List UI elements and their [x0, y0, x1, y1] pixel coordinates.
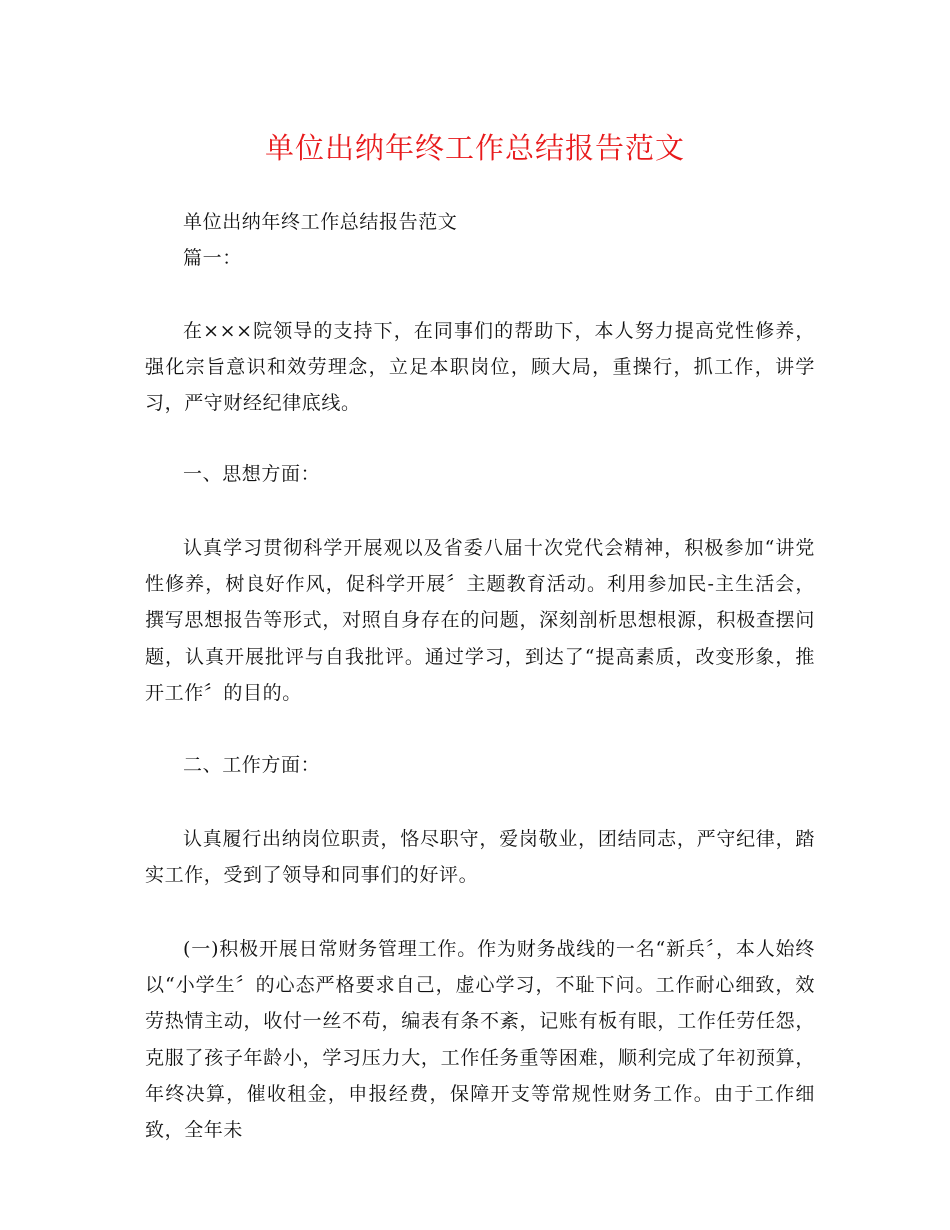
document-subtitle: 单位出纳年终工作总结报告范文 — [183, 211, 458, 233]
document-title: 单位出纳年终工作总结报告范文 — [264, 131, 685, 165]
section-body-thought: 认真学习贯彻科学开展观以及省委八届十次党代会精神，积极参加“讲党性修养，树良好作风，促科学开展〞主题教育活动。利用参加民-主生活会，撰写思想报告等形式，对照自身存在的问题，深刻剖析思想根源，积极查摆问题，认真开展批评与自我批评。通过学习，到达了“提高素质，改变形象，推开工作〞的目的。 — [145, 537, 815, 704]
part-label: 篇一： — [183, 247, 242, 269]
section-body-work: 认真履行出纳岗位职责，恪尽职守，爱岗敬业，团结同志，严守纪律，踏实工作，受到了领导和同事们的好评。 — [145, 828, 815, 887]
section-heading-work: 二、工作方面： — [183, 754, 321, 776]
subsection-body-daily-finance: (一)积极开展日常财务管理工作。作为财务战线的一名“新兵〞，本人始终以“小学生〞的心态严格要求自己，虚心学习，不耻下问。工作耐心细致，效劳热情主动，收付一丝不苟，编表有条不紊，记账有板有眼，工作任劳任怨，克服了孩子年龄小，学习压力大，工作任务重等困难，顺利完成了年初预算，年终决算，催收租金，申报经费，保障开支等常规性财务工作。由于工作细致，全年未 — [145, 938, 815, 1142]
section-heading-thought: 一、思想方面： — [183, 463, 321, 485]
intro-paragraph: 在×××院领导的支持下，在同事们的帮助下，本人努力提高党性修养，强化宗旨意识和效劳理念，立足本职岗位，顾大局，重操行，抓工作，讲学习，严守财经纪律底线。 — [145, 320, 815, 415]
